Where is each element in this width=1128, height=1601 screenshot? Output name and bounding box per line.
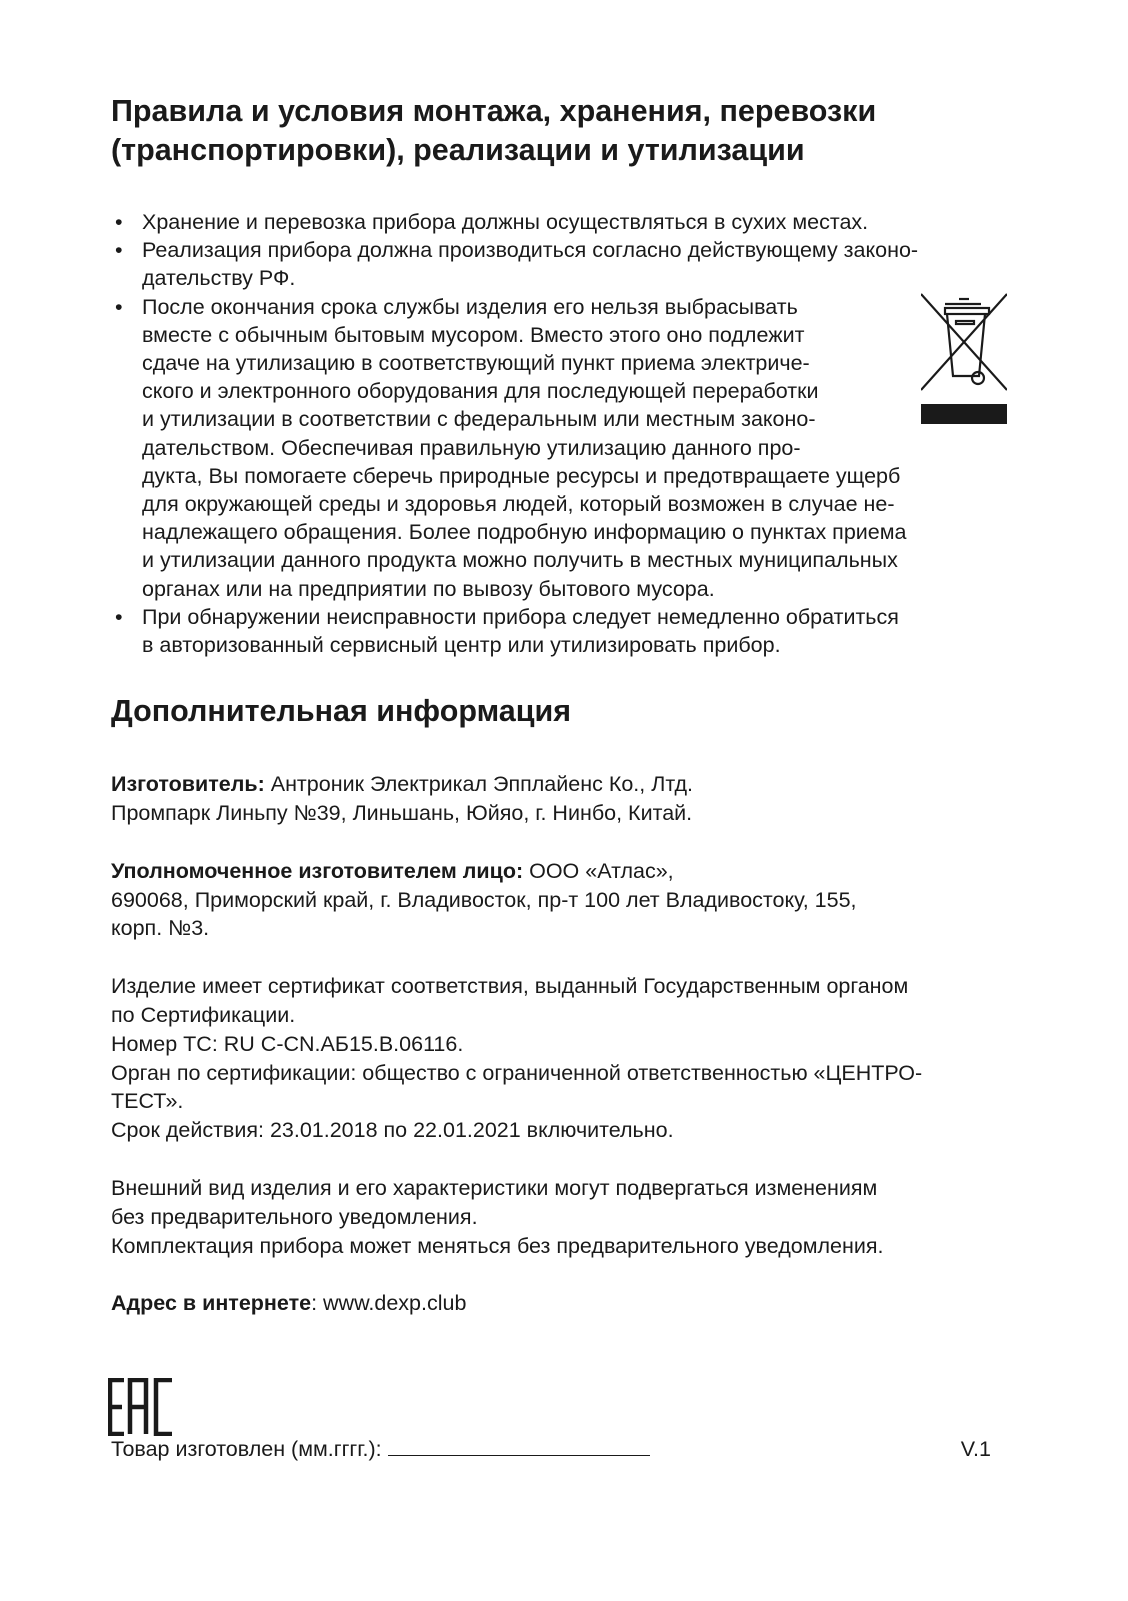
representative-label: Уполномоченное изготовителем лицо: <box>111 858 524 883</box>
list-item-text: После окончания срока службы изделия его нельзя выбрасывать вместе с обычным бытовым мусором. Вместо этого оно подлежит сдаче на утилизацию в соответствующий пункт приема электриче- ского и электронного оборудования для последующей переработки и утилизации в соответствии с федеральным или местным законо- дательством. Обеспечивая правильную утилизацию данного про- дукта, Вы помогаете сберечь природные ресурсы и предотвращаете ущерб для окружающей среды и здоровья людей, который возможен в случае не- надлежащего обращения. Более подробную информацию о пунктах приема и утилизации данного продукта можно получить в местных муниципальных органах или на предприятии по вывозу бытового мусора. <box>142 294 907 601</box>
footer <box>111 1435 991 1463</box>
list-item-text: При обнаружении неисправности прибора следует немедленно обратиться в авторизованный сервисный центр или утилизировать прибор. <box>142 604 899 658</box>
list-item <box>111 236 1021 292</box>
representative-address-line-1: 690068, Приморский край, г. Владивосток, пр-т 100 лет Владивостоку, 155, <box>111 887 857 912</box>
cert-validity: Срок действия: 23.01.2018 по 22.01.2021 включительно. <box>111 1118 674 1143</box>
representative-block <box>111 857 1021 943</box>
manufacturer-label: Изготовитель: <box>111 772 265 797</box>
website-label: Адрес в интернете <box>111 1291 312 1316</box>
cert-number: Номер ТС: RU C-CN.АБ15.В.06116. <box>111 1031 464 1056</box>
notice-line-3: Комплектация прибора может меняться без предварительного уведомления. <box>111 1233 884 1258</box>
eac-mark-icon <box>108 1378 174 1436</box>
document-page <box>111 92 1021 1347</box>
cert-body-line-1: Орган по сертификации: общество с ограниченной ответственностью «ЦЕНТРО- <box>111 1060 923 1085</box>
representative-name: ООО «Атлас», <box>523 858 674 883</box>
list-item-text: Хранение и перевозка прибора должны осуществляться в сухих местах. <box>142 210 869 234</box>
manufactured-label: Товар изготовлен (мм.гггг.): <box>111 1437 382 1461</box>
date-blank-line <box>388 1435 650 1456</box>
list-item-text: Реализация прибора должна производиться согласно действующему законо- дательству РФ. <box>142 238 919 291</box>
notice-line-2: без предварительного уведомления. <box>111 1204 478 1229</box>
list-item <box>111 603 1021 659</box>
manufacturer-address: Промпарк Линьпу №39, Линьшань, Юйяо, г. Нинбо, Китай. <box>111 801 693 826</box>
cert-line-2: по Сертификации. <box>111 1003 296 1028</box>
manufacturer-block <box>111 770 1021 828</box>
notice-block <box>111 1174 1021 1260</box>
list-item <box>111 208 1021 236</box>
cert-body-line-2: ТЕСТ». <box>111 1089 184 1114</box>
rules-list <box>111 208 1021 659</box>
version-label: V.1 <box>960 1437 991 1461</box>
manufacturer-name: Антроник Электрикал Эпплайенс Ко., Лтд. <box>264 772 693 797</box>
website-block <box>111 1289 1021 1318</box>
title-line-2: (транспортировки), реализации и утилизации <box>111 133 805 167</box>
section-title-rules <box>111 92 991 170</box>
crossed-out-wheelie-bin-icon <box>921 292 1007 426</box>
list-item <box>111 293 1021 603</box>
notice-line-1: Внешний вид изделия и его характеристики могут подвергаться изменениям <box>111 1176 878 1201</box>
representative-address-line-2: корп. №3. <box>111 916 210 941</box>
additional-info <box>111 770 1021 1318</box>
website-value: : www.dexp.club <box>311 1291 467 1316</box>
certificate-block <box>111 972 1021 1145</box>
manufactured-date-field <box>111 1435 650 1463</box>
section-title-additional: Дополнительная информация <box>111 694 571 729</box>
title-line-1: Правила и условия монтажа, хранения, перевозки <box>111 94 877 128</box>
cert-line-1: Изделие имеет сертификат соответствия, выданный Государственным органом <box>111 974 909 999</box>
